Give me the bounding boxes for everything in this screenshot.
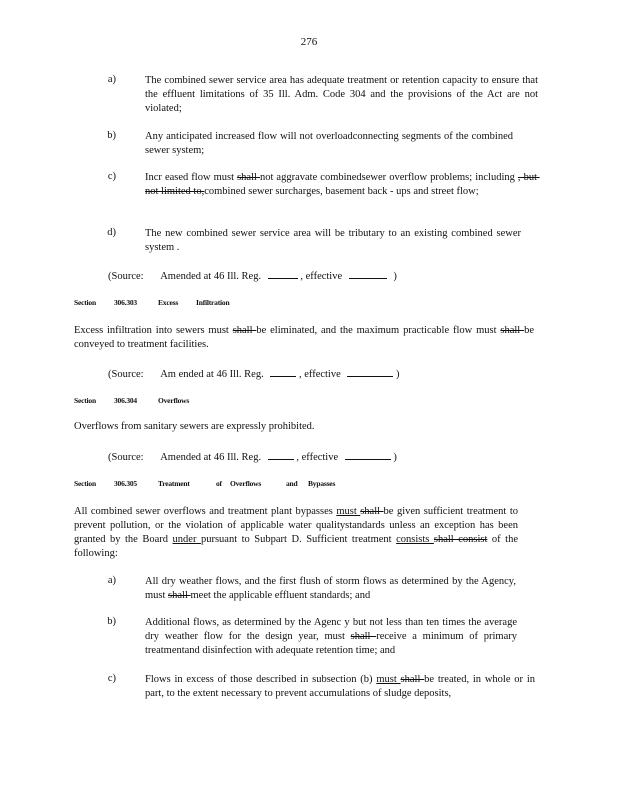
source-text: Amended at 46 Ill. Reg. (160, 271, 262, 282)
blank-line (270, 366, 296, 377)
list-text: The combined sewer service area has adequate treatment or retention capacity to ensure that the effluent limitations of 35 Ill. Adm. Code 304 and the provisions of the Act are not violated; (145, 75, 541, 114)
source-effective: , effective (300, 271, 343, 282)
section-word: Section (74, 479, 96, 488)
source-prefix: (Source: (108, 452, 144, 463)
section-paragraph: Excess infiltration into sewers must shall be eliminated, and the maximum practicable flow must shall be conveyed to treatment facilities. (74, 325, 537, 350)
section-paragraph: All combined sewer overflows and treatment plant bypasses must shall be given sufficient treatment to prevent pollution, or the violation of applicable water qualitystandards unless an exception has been granted by the Board under pursuant to Subpart D. Sufficient treatment consists shall consist of the following: (74, 506, 521, 559)
source-text: Amended at 46 Ill. Reg. (160, 452, 262, 463)
source-note (108, 366, 400, 380)
list-label: c) (107, 171, 116, 182)
list-text: Additional flows, as determined by the Agenc y but not less than ten times the average dry weather flow for the design year, must shall receive a minimum of primary treatmentand disinfection with adequate retention time; and (145, 617, 520, 656)
section-title: Treatment (158, 479, 190, 488)
source-effective: , effective (298, 369, 341, 380)
source-prefix: (Source: (108, 369, 144, 380)
list-label: c) (107, 673, 116, 684)
list-label: b) (107, 616, 116, 627)
section-number: 306.305 (114, 479, 137, 488)
blank-line (349, 268, 387, 279)
section-title: of (216, 479, 222, 488)
list-text: Any anticipated increased flow will not overloadconnecting segments of the combined sewer system; (145, 131, 516, 156)
list-label: d) (107, 227, 116, 238)
list-text: Incr eased flow must shall not aggravate combinedsewer overflow problems; including , but not limited to,combined sewer surcharges, basement back - ups and street flow; (145, 172, 540, 197)
source-prefix: (Source: (108, 271, 144, 282)
section-title: Overflows (230, 479, 262, 488)
section-title: Excess (158, 298, 179, 307)
source-close: ) (396, 369, 400, 380)
section-word: Section (74, 396, 96, 405)
section-title: and (286, 479, 298, 488)
section-word: Section (74, 298, 96, 307)
list-text: Flows in excess of those described in subsection (b) must shall be treated, in whole or in part, to the extent necessary to prevent accumulations of sludge deposits, (145, 674, 538, 699)
source-note (108, 268, 397, 282)
section-title: Infiltration (196, 298, 230, 307)
source-close: ) (393, 271, 397, 282)
blank-line (268, 449, 294, 460)
source-effective: , effective (296, 452, 339, 463)
page-number: 276 (300, 36, 318, 48)
list-label: b) (107, 130, 116, 141)
list-text: All dry weather flows, and the first flush of storm flows as determined by the Agency, must shall meet the applicable effluent standards; and (145, 576, 519, 601)
section-title: Bypasses (308, 479, 336, 488)
list-label: a) (107, 575, 116, 586)
section-number: 306.303 (114, 298, 137, 307)
section-number: 306.304 (114, 396, 137, 405)
blank-line (345, 449, 391, 460)
section-paragraph: Overflows from sanitary sewers are expressly prohibited. (74, 421, 315, 432)
blank-line (268, 268, 298, 279)
section-title: Overflows (158, 396, 190, 405)
list-label: a) (107, 74, 116, 85)
blank-line (347, 366, 393, 377)
source-note (108, 449, 397, 463)
list-text: The new combined sewer service area will be tributary to an existing combined sewer system . (145, 228, 524, 253)
source-text: Am ended at 46 Ill. Reg. (160, 369, 264, 380)
source-close: ) (393, 452, 397, 463)
